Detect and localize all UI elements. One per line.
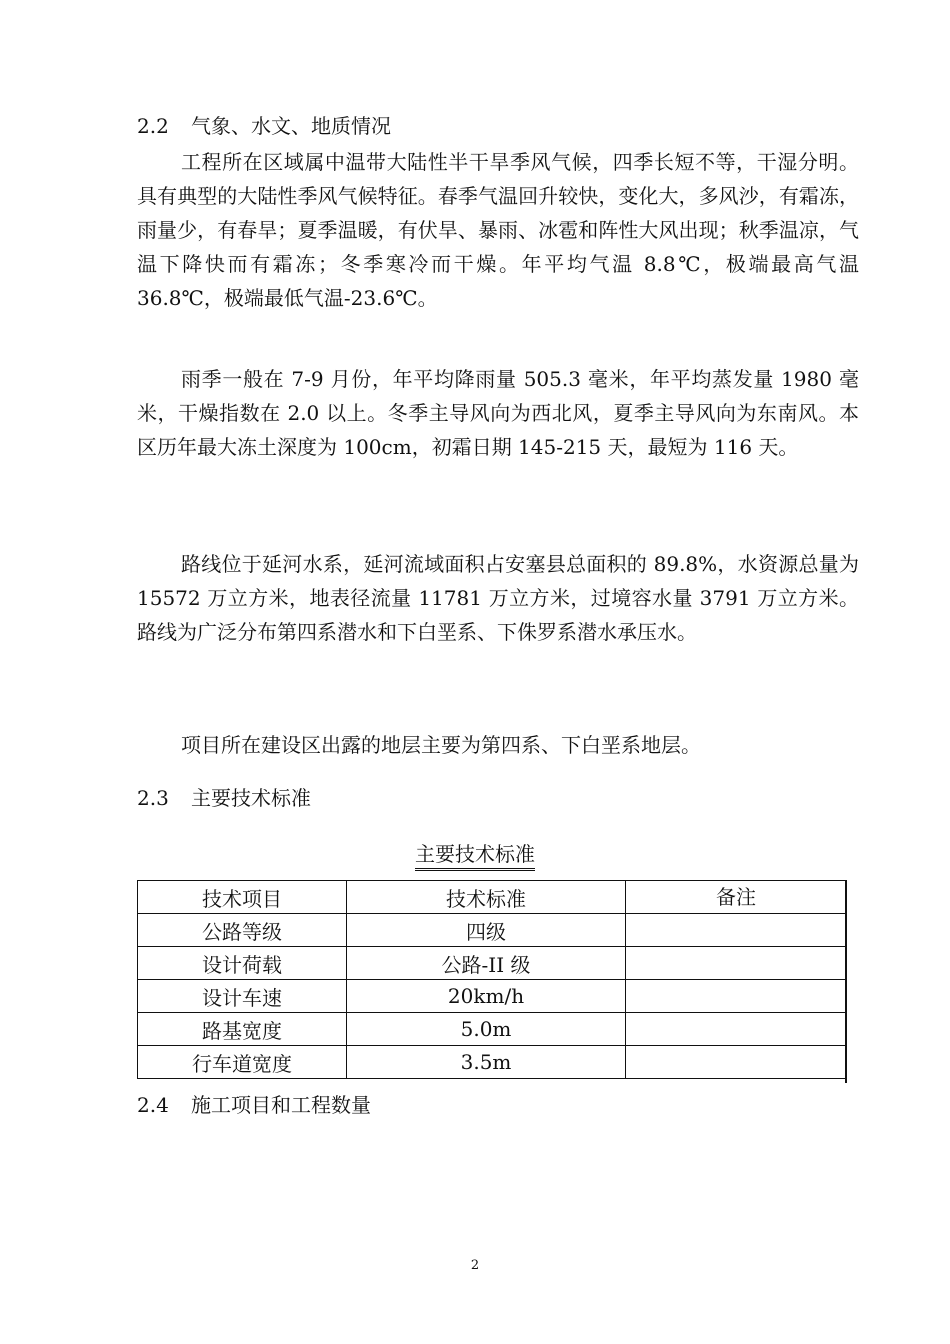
table-cell: 设计车速 — [138, 980, 347, 1013]
table-cell: 行车道宽度 — [138, 1046, 347, 1079]
table-cell: 路基宽度 — [138, 1013, 347, 1046]
table-cell: 设计荷载 — [138, 947, 347, 980]
paragraph-rainfall: 雨季一般在 7-9 月份，年平均降雨量 505.3 毫米，年平均蒸发量 1980 毫米，干燥指数在 2.0 以上。冬季主导风向为西北风，夏季主导风向为东南风。本区历年最大冻土深度为 100cm，初霜日期 145-215 天，最短为 116 天。 — [137, 367, 859, 459]
paragraph-climate: 工程所在区域属中温带大陆性半干旱季风气候，四季长短不等，干湿分明。具有典型的大陆性季风气候特征。春季气温回升较快，变化大，多风沙，有霜冻，雨量少，有春旱；夏季温暖，有伏旱、暴雨、冰雹和阵性大风出现；秋季温凉，气温下降快而有霜冻；冬季寒冷而干燥。年平均气温 8.8℃，极端最高气温 36.8℃，极端最低气温-23.6℃。 — [137, 150, 859, 310]
table-cell — [626, 947, 847, 980]
section-number: 2.3 — [137, 786, 169, 810]
paragraph-geology: 项目所在建设区出露的地层主要为第四系、下白垩系地层。 — [181, 733, 701, 757]
table-right-border — [845, 880, 847, 1083]
table-row — [138, 1013, 847, 1046]
page-number: 2 — [470, 1258, 480, 1273]
table-cell — [626, 914, 847, 947]
table-cell — [626, 980, 847, 1013]
table-row — [138, 947, 847, 980]
table-caption — [0, 838, 950, 867]
section-number: 2.2 — [137, 114, 169, 138]
section-heading-2-2 — [137, 114, 391, 138]
table-cell: 20km/h — [347, 980, 626, 1013]
table-caption-text: 主要技术标准 — [415, 842, 535, 871]
header-cell: 技术项目 — [138, 881, 347, 914]
table-header-row — [138, 881, 847, 914]
section-title: 施工项目和工程数量 — [191, 1093, 371, 1117]
paragraph-hydrology: 路线位于延河水系，延河流域面积占安塞县总面积的 89.8%，水资源总量为 15572 万立方米，地表径流量 11781 万立方米，过境容水量 3791 万立方米。路线为广泛分布第四系潜水和下白垩系、下侏罗系潜水承压水。 — [137, 552, 859, 644]
table-cell — [626, 1013, 847, 1046]
section-title: 主要技术标准 — [191, 786, 311, 810]
table-cell: 3.5m — [347, 1046, 626, 1079]
standards-table — [137, 880, 847, 1079]
table-row — [138, 1046, 847, 1079]
table-cell: 公路等级 — [138, 914, 347, 947]
section-title: 气象、水文、地质情况 — [191, 114, 391, 138]
header-cell: 备注 — [626, 881, 847, 914]
section-heading-2-3 — [137, 786, 311, 810]
table-cell: 公路-II 级 — [347, 947, 626, 980]
section-number: 2.4 — [137, 1093, 169, 1117]
section-heading-2-4 — [137, 1093, 371, 1117]
table-cell: 5.0m — [347, 1013, 626, 1046]
table-cell — [626, 1046, 847, 1079]
table-cell: 四级 — [347, 914, 626, 947]
header-cell: 技术标准 — [347, 881, 626, 914]
table-row — [138, 980, 847, 1013]
table-row — [138, 914, 847, 947]
